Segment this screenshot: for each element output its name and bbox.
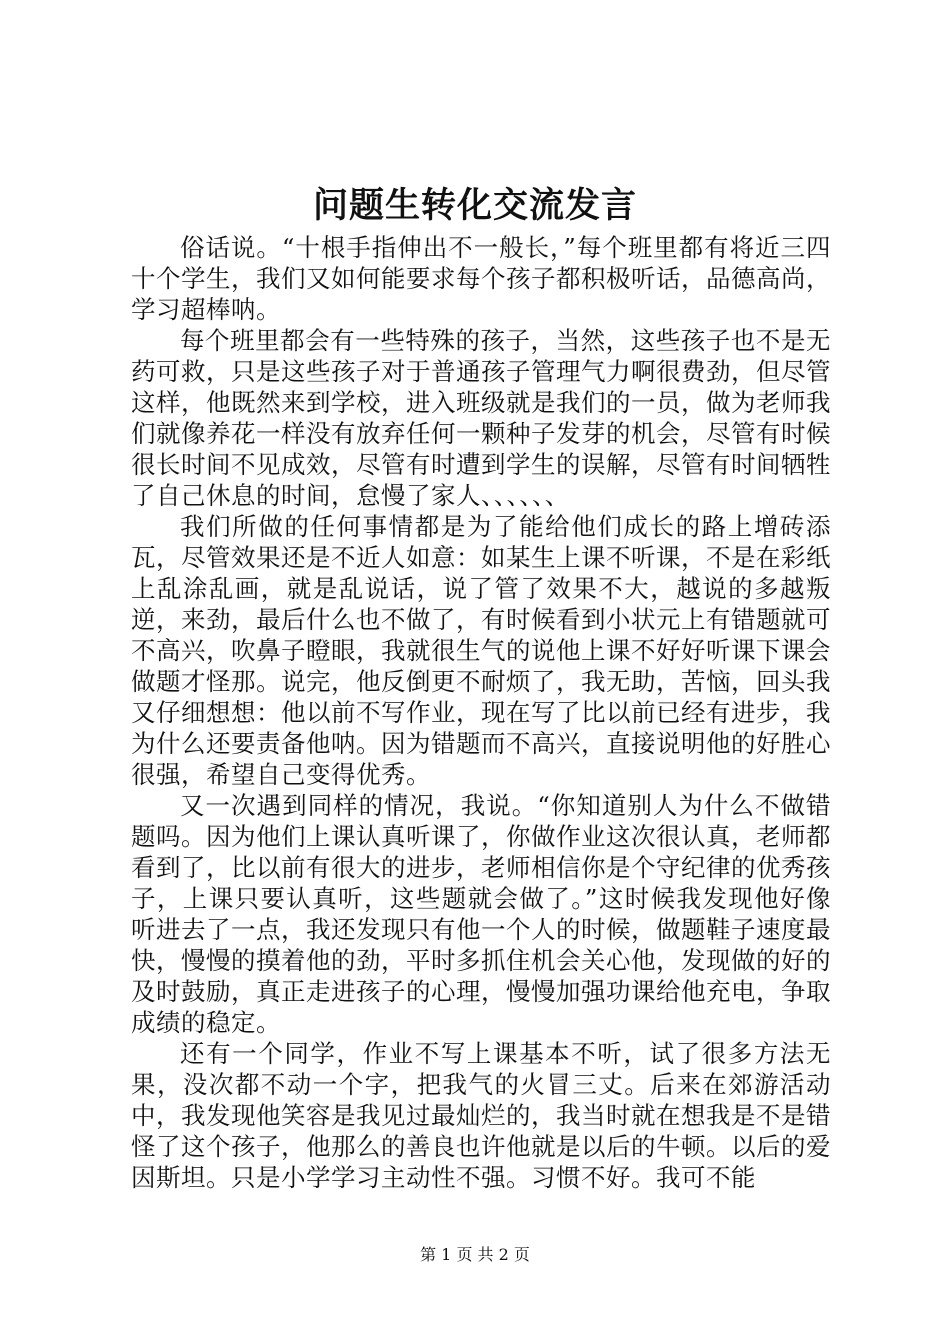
paragraph: 又一次遇到同样的情况，我说。“你知道别人为什么不做错题吗。因为他们上课认真听课了，你做作业这次很认真，老师都看到了，比以前有很大的进步，老师相信你是个守纪律的优秀孩子，上课只要认真听，这些题就会做了。”这时候我发现他好像听进去了一点，我还发现只有他一个人的时候，做题鞋子速度最快，慢慢的摸着他的劲，平时多抓住机会关心他，发现做的好的及时鼓励，真正走进孩子的心理，慢慢加强功课给他充电，争取成绩的稳定。: [131, 791, 831, 1037]
document-title: 问题生转化交流发言: [312, 185, 637, 226]
paragraph: 还有一个同学，作业不写上课基本不听，试了很多方法无果，没次都不动一个字，把我气的火冒三丈。后来在郊游活动中，我发现他笑容是我见过最灿烂的，我当时就在想我是不是错怪了这个孩子，他那么的善良也许他就是以后的牛顿。以后的爱因斯坦。只是小学学习主动性不强。习惯不好。我可不能: [131, 1039, 831, 1192]
page-footer: 第 1 页 共 2 页: [420, 1245, 530, 1264]
document-body: [131, 232, 831, 1193]
paragraph: 每个班里都会有一些特殊的孩子，当然，这些孩子也不是无药可救，只是这些孩子对于普通孩子管理气力啊很费劲，但尽管这样，他既然来到学校，进入班级就是我们的一员，做为老师我们就像养花一样没有放弃任何一颗种子发芽的机会，尽管有时候很长时间不见成效，尽管有时遭到学生的误解，尽管有时间牺牲了自己休息的时间，怠慢了家人、、、、、、: [131, 326, 831, 510]
paragraph: 俗话说。“十根手指伸出不一般长，”每个班里都有将近三四十个学生，我们又如何能要求每个孩子都积极听话，品德高尚，学习超棒呐。: [131, 233, 831, 324]
paragraph: 我们所做的任何事情都是为了能给他们成长的路上增砖添瓦，尽管效果还是不近人如意：如某生上课不听课，不是在彩纸上乱涂乱画，就是乱说话，说了管了效果不大，越说的多越叛逆，来劲，最后什么也不做了，有时候看到小状元上有错题就可不高兴，吹鼻子瞪眼，我就很生气的说他上课不好好听课下课会做题才怪那。说完，他反倒更不耐烦了，我无助，苦恼，回头我又仔细想想：他以前不写作业，现在写了比以前已经有进步，我为什么还要责备他呐。因为错题而不高兴，直接说明他的好胜心很强，希望自己变得优秀。: [131, 512, 831, 789]
